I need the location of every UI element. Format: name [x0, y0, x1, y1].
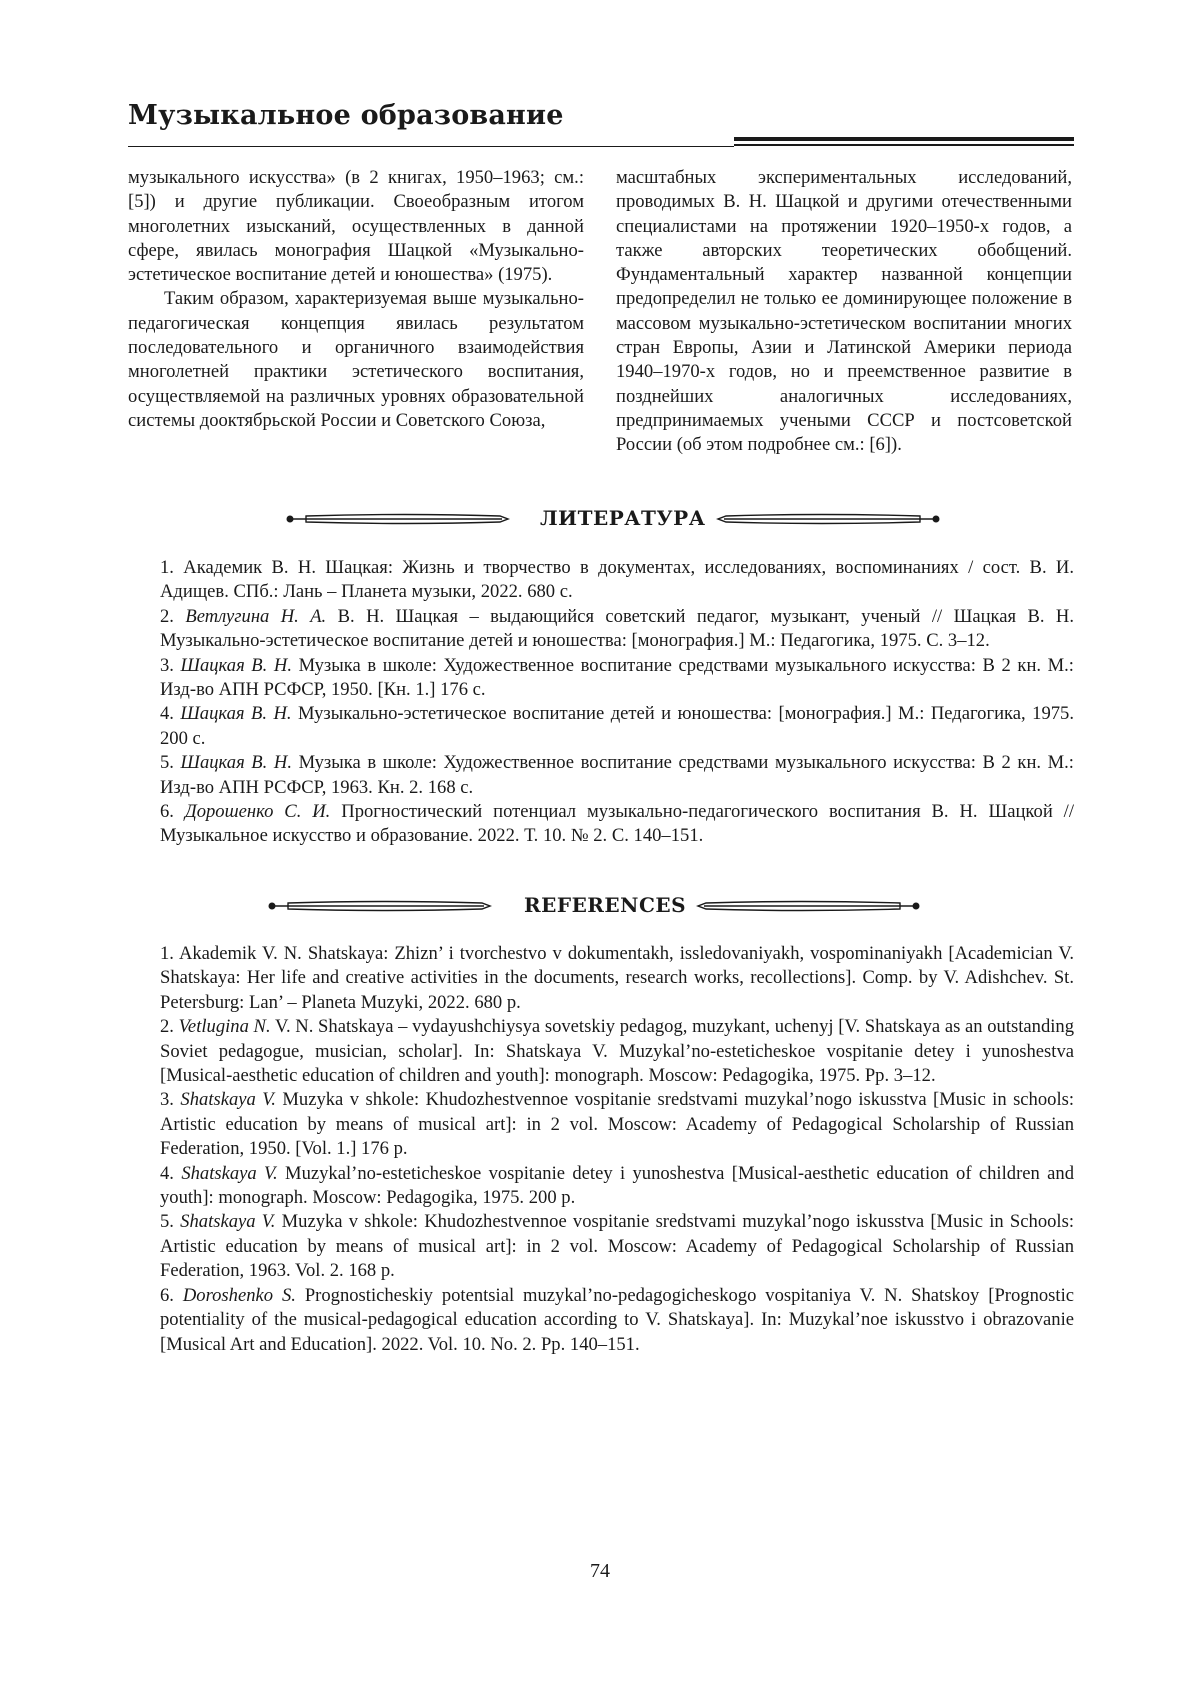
- reference-item: 5. Shatskaya V. Muzyka v shkole: Khudozhestvennoe vospitanie sredstvami muzykal’nogo iskusstva [Music in Schools: Artistic education by means of musical art]: in 2 vol. Moscow: Academy of Pedagogical Scholarship of Russian Federation, 1963. Vol. 2. 168 p.: [160, 1211, 1074, 1282]
- body-paragraph: масштабных экспериментальных исследований, проводимых В. Н. Шацкой и другими отечественными специалистами на протяжении 1920–1950-х годов, а также авторских теоретических обобщений. Фундаментальный характер названной концепции предопределил не только ее доминирующее положение в массовом музыкально-эстетическом воспитании многих стран Европы, Азии и Латинской Америки периода 1940–1970-х годов, но и преемственное развитие в позднейших аналогичных исследованиях, предпринимаемых учеными СССР и постсоветской России (об этом подробнее см.: [6]).: [616, 167, 1072, 456]
- reference-author: Vetlugina N.: [178, 1016, 271, 1038]
- body-column-right: [616, 166, 1072, 458]
- reference-author: Shatskaya V.: [181, 1162, 278, 1184]
- literatura-heading-row: [0, 506, 1200, 536]
- literatura-heading: ЛИТЕРАТУРА: [540, 506, 706, 530]
- reference-author: Shatskaya V.: [180, 1211, 276, 1233]
- reference-item: 2. Ветлугина Н. А. В. Н. Шацкая – выдающийся советский педагог, музыкант, ученый // Шацкая В. Н. Музыкально-эстетическое воспитание детей и юношества: [монография.] М.: Педагогика, 1975. С. 3–12.: [160, 605, 1075, 652]
- reference-item: 4. Шацкая В. Н. Музыкально-эстетическое воспитание детей и юношества: [монография.] М.: Педагогика, 1975. 200 с.: [160, 703, 1074, 749]
- ornament-right-icon: [692, 899, 920, 913]
- journal-title: Музыкальное образование: [128, 100, 564, 131]
- reference-item: 3. Shatskaya V. Muzyka v shkole: Khudozhestvennoe vospitanie sredstvami muzykal’nogo iskusstva [Music in schools: Artistic education by means of musical art]: in 2 vol. Moscow: Academy of Pedagogical Scholarship of Russian Federation, 1950. [Vol. 1.] 176 p.: [160, 1089, 1075, 1160]
- reference-author: Шацкая В. Н.: [180, 654, 292, 676]
- reference-item: 1. Академик В. Н. Шацкая: Жизнь и творчество в документах, исследованиях, воспоминаниях / сост. В. И. Адищев. СПб.: Лань – Планета музыки, 2022. 680 с.: [160, 557, 1075, 603]
- reference-item: 6. Дорошенко С. И. Прогностический потенциал музыкально-педагогического воспитания В. Н. Шацкой // Музыкальное искусство и образование. 2022. Т. 10. № 2. С. 140–151.: [160, 801, 1075, 847]
- references-heading-row: [0, 893, 1200, 923]
- body-paragraph: музыкального искусства» (в 2 книгах, 1950–1963; см.: [5]) и другие публикации. Своеобразным итогом многолетних изысканий, осуществленных в данной сфере, явилась монография Шацкой «Музыкально-эстетическое воспитание детей и юношества» (1975).: [128, 167, 584, 286]
- reference-author: Шацкая В. Н.: [180, 752, 292, 774]
- literatura-list: [160, 556, 1074, 849]
- reference-item: 2. Vetlugina N. V. N. Shatskaya – vydayushchiysya sovetskiy pedagog, muzykant, uchenyj [V. Shatskaya as an outstanding Soviet pedagogue, musician, scholar]. In: Shatskaya V. Muzykal’no-esteticheskoe vospitanie detey i yunoshestva [Musical-aesthetic education of children and youth]: monograph. Moscow: Pedagogika, 1975. Pp. 3–12.: [160, 1016, 1075, 1087]
- reference-author: Shatskaya V.: [180, 1089, 276, 1111]
- ornament-right-icon: [712, 512, 940, 526]
- reference-author: Ветлугина Н. А.: [185, 605, 327, 627]
- reference-author: Doroshenko S.: [182, 1284, 296, 1306]
- reference-author: Дорошенко С. И.: [184, 801, 331, 823]
- body-column-left: [128, 166, 584, 433]
- header-rule-thin: [128, 146, 734, 147]
- reference-item: 6. Doroshenko S. Prognosticheskiy potentsial muzykal’no-pedagogicheskogo vospitaniya V. N. Shatskoy [Prognostic potentiality of the musical-pedagogical education according to V. Shatskaya]. In: Muzykal’noe iskusstvo i obrazovanie [Musical Art and Education]. 2022. Vol. 10. No. 2. Pp. 140–151.: [160, 1284, 1074, 1355]
- body-paragraph: Таким образом, характеризуемая выше музыкально-педагогическая концепция явилась результатом последовательного и органичного взаимодействия многолетней практики эстетического воспитания, осуществляемой на различных уровнях образовательной системы дооктябрьской России и Советского Союза,: [128, 288, 584, 431]
- reference-item: 5. Шацкая В. Н. Музыка в школе: Художественное воспитание средствами музыкального искусства: В 2 кн. М.: Изд-во АПН РСФСР, 1963. Кн. 2. 168 с.: [160, 752, 1074, 798]
- ornament-left-icon: [286, 512, 514, 526]
- ornament-left-icon: [268, 899, 496, 913]
- reference-item: 4. Shatskaya V. Muzykal’no-esteticheskoe vospitanie detey i yunoshestva [Musical-aesthetic education of children and youth]: monograph. Moscow: Pedagogika, 1975. 200 p.: [160, 1162, 1075, 1209]
- reference-item: 3. Шацкая В. Н. Музыка в школе: Художественное воспитание средствами музыкального искусства: В 2 кн. М.: Изд-во АПН РСФСР, 1950. [Кн. 1.] 176 с.: [160, 654, 1074, 701]
- page-number: 74: [590, 1560, 610, 1582]
- references-list: [160, 942, 1074, 1357]
- reference-item: 1. Akademik V. N. Shatskaya: Zhizn’ i tvorchestvo v dokumentakh, issledovaniyakh, vospominaniyakh [Academician V. Shatskaya: Her life and creative activities in the documents, research works, recollections]. Comp. by V. Adishchev. St. Petersburg: Lan’ – Planeta Muzyki, 2022. 680 p.: [160, 943, 1074, 1013]
- references-heading: REFERENCES: [524, 893, 687, 917]
- reference-author: Шацкая В. Н.: [180, 703, 292, 725]
- header-rule-thick: [734, 137, 1074, 151]
